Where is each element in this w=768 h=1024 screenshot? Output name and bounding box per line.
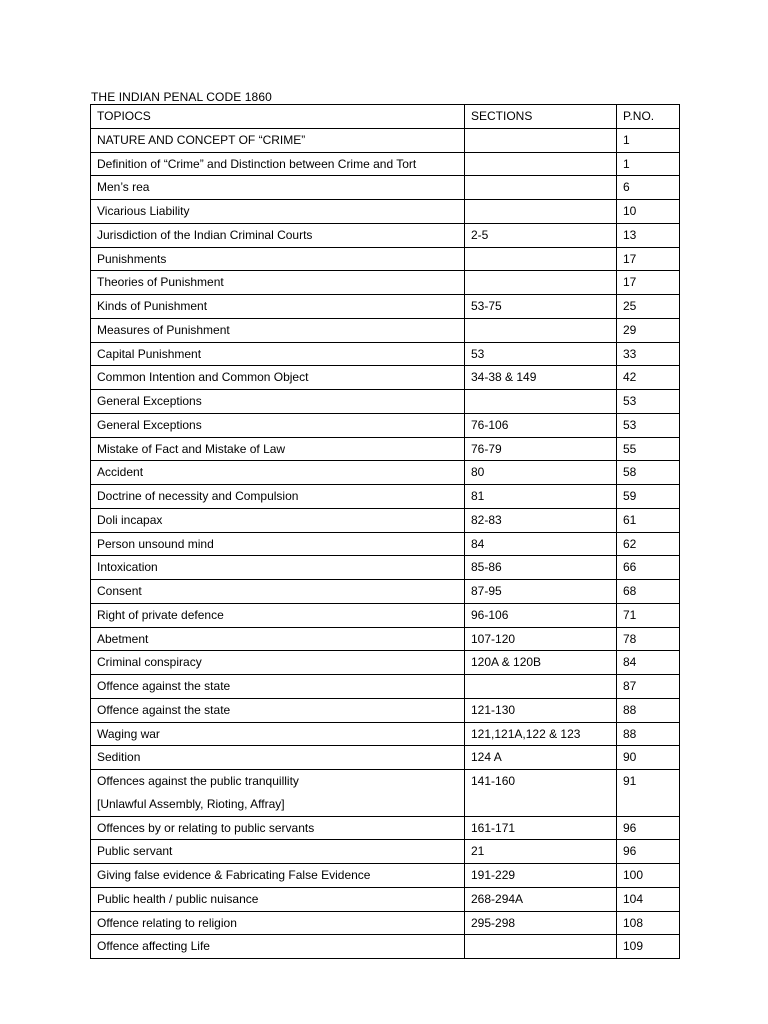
- topic-cell: NATURE AND CONCEPT OF “CRIME”: [91, 128, 465, 152]
- table-row: [91, 461, 680, 485]
- topic-cell: Criminal conspiracy: [91, 651, 465, 675]
- table-row: [91, 508, 680, 532]
- topic-cell: Definition of “Crime” and Distinction between Crime and Tort: [91, 152, 465, 176]
- sections-cell: 53: [465, 342, 617, 366]
- sections-cell: 76-79: [465, 437, 617, 461]
- table-row: [91, 390, 680, 414]
- topic-cell: Abetment: [91, 627, 465, 651]
- topic-cell: Offence relating to religion: [91, 911, 465, 935]
- document-title: THE INDIAN PENAL CODE 1860: [91, 90, 272, 104]
- sections-cell: 120A & 120B: [465, 651, 617, 675]
- page-number-cell: 53: [617, 390, 680, 414]
- topic-cell: Mistake of Fact and Mistake of Law: [91, 437, 465, 461]
- sections-cell: [465, 128, 617, 152]
- header-page-number: P.NO.: [617, 105, 680, 129]
- topic-cell: Doctrine of necessity and Compulsion: [91, 485, 465, 509]
- topic-cell: Men’s rea: [91, 176, 465, 200]
- table-body: [91, 128, 680, 958]
- table-row: [91, 223, 680, 247]
- table-row: [91, 770, 680, 817]
- sections-cell: [465, 318, 617, 342]
- page-number-cell: 68: [617, 580, 680, 604]
- page-number-cell: 42: [617, 366, 680, 390]
- table-row: [91, 556, 680, 580]
- sections-cell: 87-95: [465, 580, 617, 604]
- sections-cell: 2-5: [465, 223, 617, 247]
- topic-cell: [91, 770, 465, 817]
- topic-cell: Offences by or relating to public servants: [91, 816, 465, 840]
- page-number-cell: 59: [617, 485, 680, 509]
- page-number-cell: 71: [617, 603, 680, 627]
- topic-cell: Offence against the state: [91, 698, 465, 722]
- topic-cell: General Exceptions: [91, 413, 465, 437]
- topic-cell: Giving false evidence & Fabricating False Evidence: [91, 864, 465, 888]
- page-number-cell: 88: [617, 722, 680, 746]
- topic-cell: Capital Punishment: [91, 342, 465, 366]
- page-number-cell: 88: [617, 698, 680, 722]
- table-row: [91, 532, 680, 556]
- table-header-row: [91, 105, 680, 129]
- table-row: [91, 887, 680, 911]
- sections-cell: 191-229: [465, 864, 617, 888]
- page-number-cell: 25: [617, 295, 680, 319]
- table-row: [91, 128, 680, 152]
- topic-cell: Theories of Punishment: [91, 271, 465, 295]
- table-row: [91, 840, 680, 864]
- topic-text-line2: [Unlawful Assembly, Rioting, Affray]: [97, 796, 285, 811]
- sections-cell: [465, 200, 617, 224]
- topic-cell: Punishments: [91, 247, 465, 271]
- table-row: [91, 816, 680, 840]
- sections-cell: 268-294A: [465, 887, 617, 911]
- topic-cell: Offence against the state: [91, 675, 465, 699]
- page-number-cell: 96: [617, 840, 680, 864]
- sections-cell: [465, 935, 617, 959]
- topic-cell: Waging war: [91, 722, 465, 746]
- topic-cell: Kinds of Punishment: [91, 295, 465, 319]
- sections-cell: 85-86: [465, 556, 617, 580]
- table-row: [91, 935, 680, 959]
- sections-cell: 82-83: [465, 508, 617, 532]
- contents-table: [90, 104, 680, 959]
- page-number-cell: 91: [617, 770, 680, 817]
- page-number-cell: 66: [617, 556, 680, 580]
- page-number-cell: 100: [617, 864, 680, 888]
- sections-cell: 124 A: [465, 746, 617, 770]
- table-row: [91, 746, 680, 770]
- sections-cell: [465, 390, 617, 414]
- topic-cell: Intoxication: [91, 556, 465, 580]
- table-row: [91, 675, 680, 699]
- page-number-cell: 96: [617, 816, 680, 840]
- topic-cell: Measures of Punishment: [91, 318, 465, 342]
- page-number-cell: 104: [617, 887, 680, 911]
- table-row: [91, 698, 680, 722]
- sections-cell: 141-160: [465, 770, 617, 817]
- header-topics: TOPIOCS: [91, 105, 465, 129]
- sections-cell: 161-171: [465, 816, 617, 840]
- page-number-cell: 109: [617, 935, 680, 959]
- topic-cell: Vicarious Liability: [91, 200, 465, 224]
- sections-cell: 96-106: [465, 603, 617, 627]
- page-number-cell: 1: [617, 128, 680, 152]
- sections-cell: 80: [465, 461, 617, 485]
- header-sections: SECTIONS: [465, 105, 617, 129]
- topic-cell: Person unsound mind: [91, 532, 465, 556]
- table-row: [91, 271, 680, 295]
- sections-cell: 53-75: [465, 295, 617, 319]
- page-number-cell: 10: [617, 200, 680, 224]
- table-row: [91, 864, 680, 888]
- page-number-cell: 13: [617, 223, 680, 247]
- topic-cell: Offence affecting Life: [91, 935, 465, 959]
- page-number-cell: 6: [617, 176, 680, 200]
- table-row: [91, 413, 680, 437]
- topic-cell: Jurisdiction of the Indian Criminal Courts: [91, 223, 465, 247]
- table-row: [91, 627, 680, 651]
- table-row: [91, 342, 680, 366]
- table-row: [91, 366, 680, 390]
- page-number-cell: 87: [617, 675, 680, 699]
- sections-cell: 21: [465, 840, 617, 864]
- page-number-cell: 29: [617, 318, 680, 342]
- sections-cell: [465, 152, 617, 176]
- sections-cell: 84: [465, 532, 617, 556]
- table-row: [91, 722, 680, 746]
- sections-cell: 76-106: [465, 413, 617, 437]
- page-number-cell: 17: [617, 247, 680, 271]
- table-row: [91, 176, 680, 200]
- topic-cell: Accident: [91, 461, 465, 485]
- table-row: [91, 651, 680, 675]
- topic-cell: Sedition: [91, 746, 465, 770]
- topic-text: Offences against the public tranquillity: [97, 774, 299, 788]
- topic-cell: Right of private defence: [91, 603, 465, 627]
- table-row: [91, 911, 680, 935]
- topic-cell: Public servant: [91, 840, 465, 864]
- topic-cell: General Exceptions: [91, 390, 465, 414]
- sections-cell: 81: [465, 485, 617, 509]
- page-number-cell: 84: [617, 651, 680, 675]
- sections-cell: 107-120: [465, 627, 617, 651]
- table-row: [91, 437, 680, 461]
- table-row: [91, 200, 680, 224]
- page-number-cell: 90: [617, 746, 680, 770]
- page-number-cell: 108: [617, 911, 680, 935]
- table-row: [91, 247, 680, 271]
- topic-cell: Common Intention and Common Object: [91, 366, 465, 390]
- sections-cell: 121-130: [465, 698, 617, 722]
- sections-cell: [465, 675, 617, 699]
- page-number-cell: 1: [617, 152, 680, 176]
- table-row: [91, 152, 680, 176]
- sections-cell: 34-38 & 149: [465, 366, 617, 390]
- table-row: [91, 295, 680, 319]
- page-number-cell: 61: [617, 508, 680, 532]
- page-number-cell: 33: [617, 342, 680, 366]
- topic-cell: Doli incapax: [91, 508, 465, 532]
- sections-cell: [465, 247, 617, 271]
- topic-cell: Consent: [91, 580, 465, 604]
- sections-cell: 295-298: [465, 911, 617, 935]
- page-number-cell: 17: [617, 271, 680, 295]
- page-number-cell: 62: [617, 532, 680, 556]
- page-number-cell: 55: [617, 437, 680, 461]
- sections-cell: [465, 176, 617, 200]
- table-row: [91, 318, 680, 342]
- table-row: [91, 603, 680, 627]
- page-number-cell: 53: [617, 413, 680, 437]
- sections-cell: 121,121A,122 & 123: [465, 722, 617, 746]
- page-number-cell: 58: [617, 461, 680, 485]
- table-row: [91, 485, 680, 509]
- topic-cell: Public health / public nuisance: [91, 887, 465, 911]
- page-number-cell: 78: [617, 627, 680, 651]
- table-row: [91, 580, 680, 604]
- sections-cell: [465, 271, 617, 295]
